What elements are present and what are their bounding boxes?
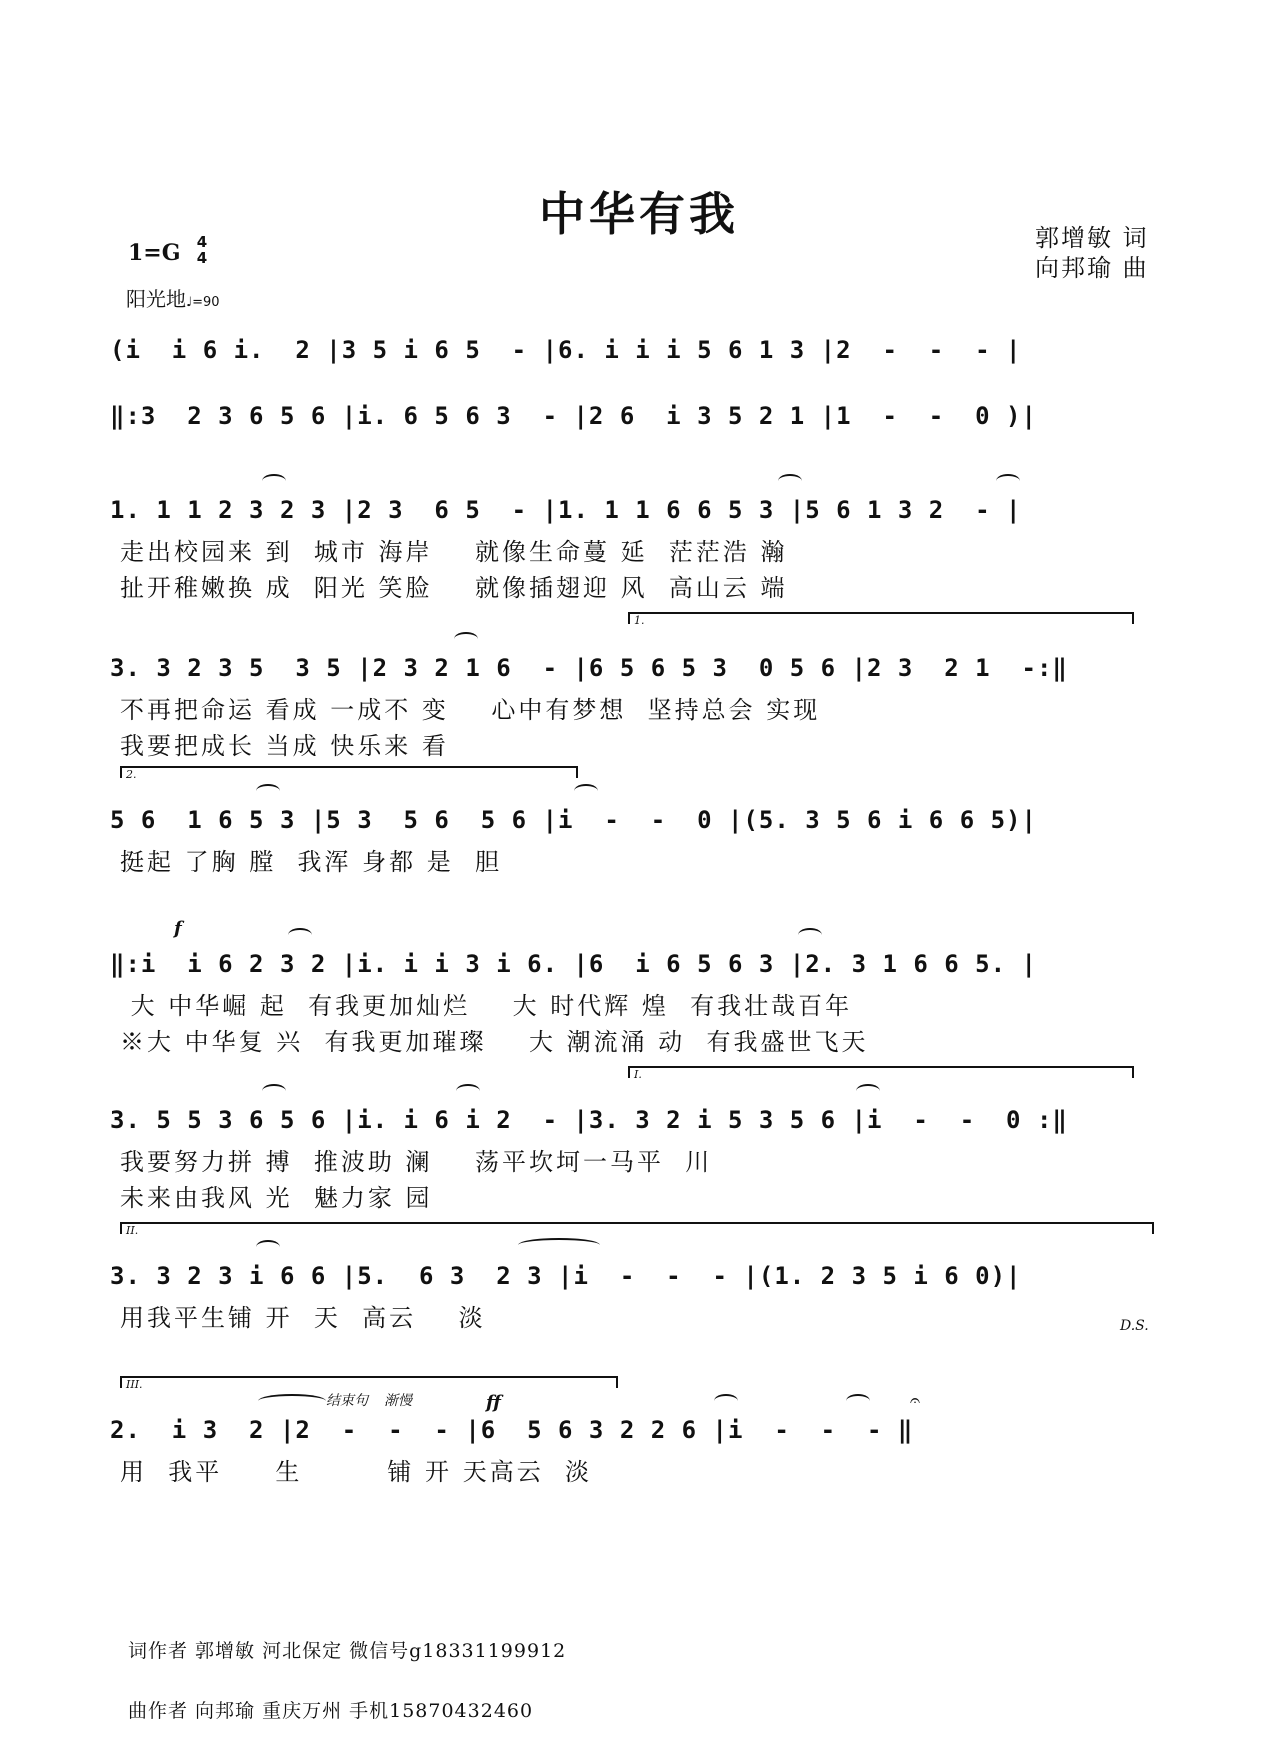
- tie-mark: [258, 1394, 326, 1408]
- ritardando-text: 渐慢: [384, 1393, 412, 1409]
- volta-label: II.: [126, 1224, 139, 1237]
- lyric-verse-2: 扯开稚嫩换 成 阳光 笑脸 就像插翅迎 风 高山云 端: [120, 574, 788, 602]
- tempo-value: ♩=90: [186, 295, 220, 310]
- lyric-verse-2: 我要把成长 当成 快乐来 看: [120, 732, 449, 760]
- tie-mark: [262, 474, 286, 488]
- notes-row: ‖:i i 6 2 3 2 |i. i i 3 i 6. |6 i 6 5 6 3 |2. 3 1 6 6 5. |: [110, 950, 1037, 978]
- fermata-icon: 𝄐: [910, 1390, 921, 1411]
- volta-bracket-1: [628, 612, 1134, 627]
- tie-mark: [456, 1084, 480, 1098]
- notes-row: 3. 3 2 3 i 6 6 |5. 6 3 2 3 |i - - - |(1. 2 3 5 i 6 0)|: [110, 1262, 1022, 1290]
- notes-row: 2. i 3 2 |2 - - - |6 5 6 3 2 2 6 |i - - - ‖: [110, 1416, 914, 1444]
- tie-mark: [856, 1084, 880, 1098]
- volta-label: 1.: [634, 614, 645, 627]
- time-sig-top: 4: [196, 233, 208, 251]
- lyric-verse-1: 我要努力拼 搏 推波助 澜 荡平坎坷一马平 川: [120, 1148, 713, 1176]
- notes-row: 3. 3 2 3 5 3 5 |2 3 2 1 6 - |6 5 6 5 3 0 5 6 |2 3 2 1 -:‖: [110, 654, 1068, 682]
- tie-mark: [846, 1394, 870, 1408]
- lyric-verse-1: 不再把命运 看成 一成不 变 心中有梦想 坚持总会 实现: [120, 696, 821, 724]
- tie-mark: [454, 632, 478, 646]
- tie-mark: [262, 1084, 286, 1098]
- tie-mark: [256, 784, 280, 798]
- volta-label: 2.: [126, 768, 137, 781]
- lyric-verse-1: 挺起 了胸 膛 我浑 身都 是 胆: [120, 848, 503, 876]
- volta-bracket-I: [628, 1066, 1134, 1081]
- notes-row: 5 6 1 6 5 3 |5 3 5 6 5 6 |i - - 0 |(5. 3 5 6 i 6 6 5)|: [110, 806, 1037, 834]
- dynamic-fortissimo: ff: [486, 1392, 501, 1413]
- composer-credit: 向邦瑜 曲: [1035, 254, 1149, 282]
- volta-label: III.: [126, 1378, 143, 1391]
- notes-row: ‖:3 2 3 6 5 6 |i. 6 5 6 3 - |2 6 i 3 5 2 1 |1 - - 0 )|: [110, 402, 1037, 430]
- time-signature: [194, 234, 210, 266]
- volta-bracket-III: [120, 1376, 618, 1391]
- lyric-verse-1: 用 我平 生 铺 开 天高云 淡: [120, 1458, 592, 1486]
- tempo-text: 阳光地: [126, 287, 186, 311]
- lyricist-credit: 郭增敏 词: [1035, 224, 1149, 252]
- tie-mark: [574, 784, 598, 798]
- lyricist-contact: 词作者 郭增敏 河北保定 微信号g18331199912: [128, 1640, 567, 1662]
- time-sig-bottom: 4: [196, 249, 208, 267]
- volta-label: I.: [634, 1068, 642, 1081]
- tie-mark: [518, 1238, 600, 1252]
- lyric-verse-1: 大 中华崛 起 有我更加灿烂 大 时代辉 煌 有我壮哉百年: [120, 992, 853, 1020]
- key-signature: 1=G: [128, 240, 181, 266]
- dynamic-forte: f: [174, 918, 182, 939]
- lyric-verse-1: 走出校园来 到 城市 海岸 就像生命蔓 延 茫茫浩 瀚: [120, 538, 788, 566]
- volta-bracket-2: [120, 766, 578, 781]
- tie-mark: [996, 474, 1020, 488]
- tie-mark: [288, 928, 312, 942]
- composer-contact: 曲作者 向邦瑜 重庆万州 手机15870432460: [128, 1700, 534, 1722]
- ending-phrase-text: 结束句: [326, 1393, 368, 1409]
- tempo-marking: [126, 283, 220, 312]
- tie-mark: [778, 474, 802, 488]
- lyric-verse-2: ※大 中华复 兴 有我更加璀璨 大 潮流涌 动 有我盛世飞天: [120, 1028, 869, 1056]
- dal-segno: D.S.: [1120, 1318, 1149, 1334]
- notes-row: 1. 1 1 2 3 2 3 |2 3 6 5 - |1. 1 1 6 6 5 3 |5 6 1 3 2 - |: [110, 496, 1022, 524]
- lyric-verse-2: 未来由我风 光 魅力家 园: [120, 1184, 433, 1212]
- tie-mark: [256, 1240, 280, 1254]
- song-title: 中华有我: [539, 187, 739, 241]
- notes-row: 3. 5 5 3 6 5 6 |i. i 6 i 2 - |3. 3 2 i 5 3 5 6 |i - - 0 :‖: [110, 1106, 1068, 1134]
- lyric-verse-1: 用我平生铺 开 天 高云 淡: [120, 1304, 486, 1332]
- volta-bracket-II: [120, 1222, 1154, 1237]
- tie-mark: [714, 1394, 738, 1408]
- notes-row: (i i 6 i. 2 |3 5 i 6 5 - |6. i i i 5 6 1 3 |2 - - - |: [110, 336, 1022, 364]
- tie-mark: [798, 928, 822, 942]
